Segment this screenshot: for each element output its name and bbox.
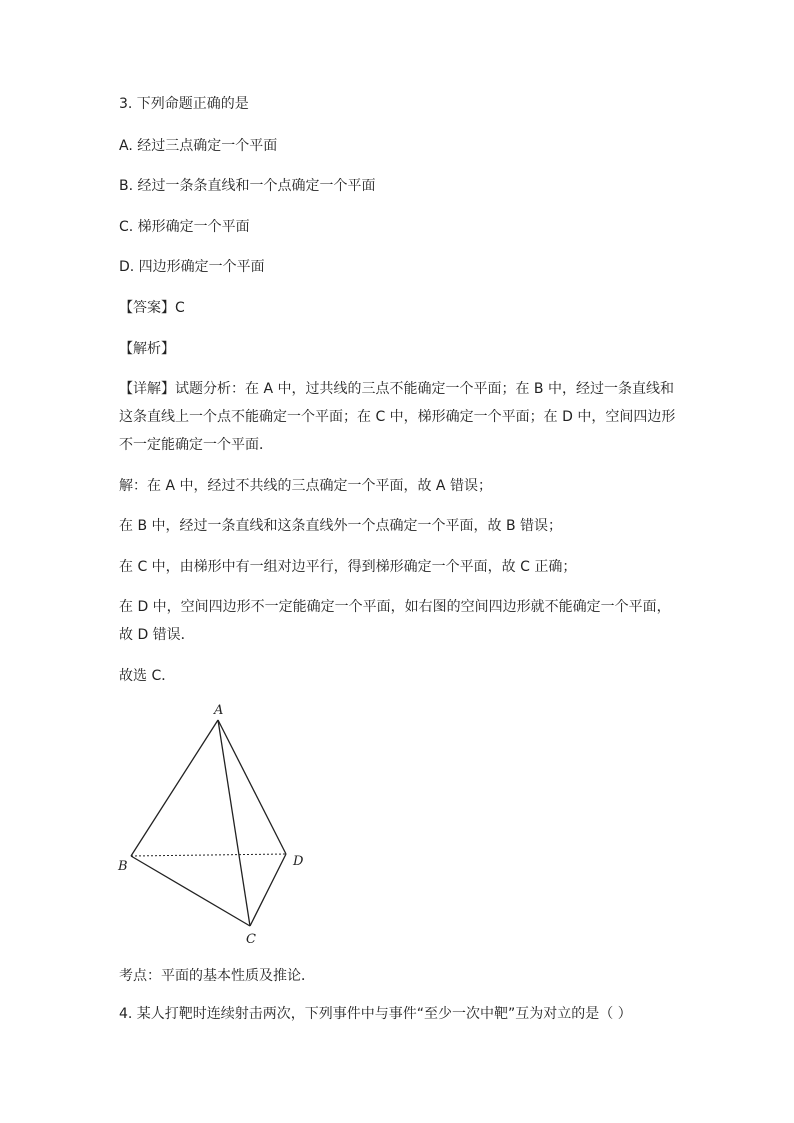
vertex-label-a: A: [214, 703, 224, 718]
conclusion-line: 故选 C．: [119, 668, 176, 684]
tetrahedron-figure: [110, 698, 320, 948]
detail-line-3: 不一定能确定一个平面．: [119, 437, 273, 453]
analysis-heading: 【解析】: [119, 341, 175, 357]
solution-line-1: 解：在 A 中，经过不共线的三点确定一个平面，故 A 错误；: [119, 478, 492, 494]
edge-cd: [250, 854, 286, 926]
kaodian-line: 考点：平面的基本性质及推论．: [119, 968, 315, 984]
edge-ab: [131, 720, 218, 856]
solution-line-3: 在 C 中，由梯形中有一组对边平行，得到梯形确定一个平面，故 C 正确；: [119, 559, 577, 575]
question-4-stem: 4. 某人打靶时连续射击两次，下列事件中与事件“至少一次中靶”互为对立的是（ ）: [119, 1006, 632, 1022]
vertex-label-c: C: [246, 932, 256, 947]
solution-line-4: 在 D 中，空间四边形不一定能确定一个平面，如右图的空间四边形就不能确定一个平面，: [119, 599, 671, 615]
vertex-label-b: B: [118, 859, 128, 874]
edge-bd-hidden: [131, 854, 286, 856]
solution-line-2: 在 B 中，经过一条直线和这条直线外一个点确定一个平面，故 B 错误；: [119, 518, 563, 534]
vertex-label-d: D: [293, 854, 304, 869]
edge-bc: [131, 856, 250, 926]
detail-line-2: 这条直线上一个点不能确定一个平面；在 C 中，梯形确定一个平面；在 D 中，空间四边形: [119, 409, 676, 425]
option-c: C. 梯形确定一个平面: [119, 219, 250, 235]
option-b: B. 经过一条条直线和一个点确定一个平面: [119, 178, 376, 194]
solution-line-5: 故 D 错误．: [119, 627, 195, 643]
option-a: A. 经过三点确定一个平面: [119, 138, 278, 154]
answer-line: 【答案】C: [119, 300, 185, 316]
detail-line-1: 【详解】试题分析：在 A 中，过共线的三点不能确定一个平面；在 B 中，经过一条直线和: [119, 381, 674, 397]
tetrahedron-svg: [110, 698, 320, 948]
option-d: D. 四边形确定一个平面: [119, 259, 265, 275]
question-3-stem: 3. 下列命题正确的是: [119, 96, 249, 112]
